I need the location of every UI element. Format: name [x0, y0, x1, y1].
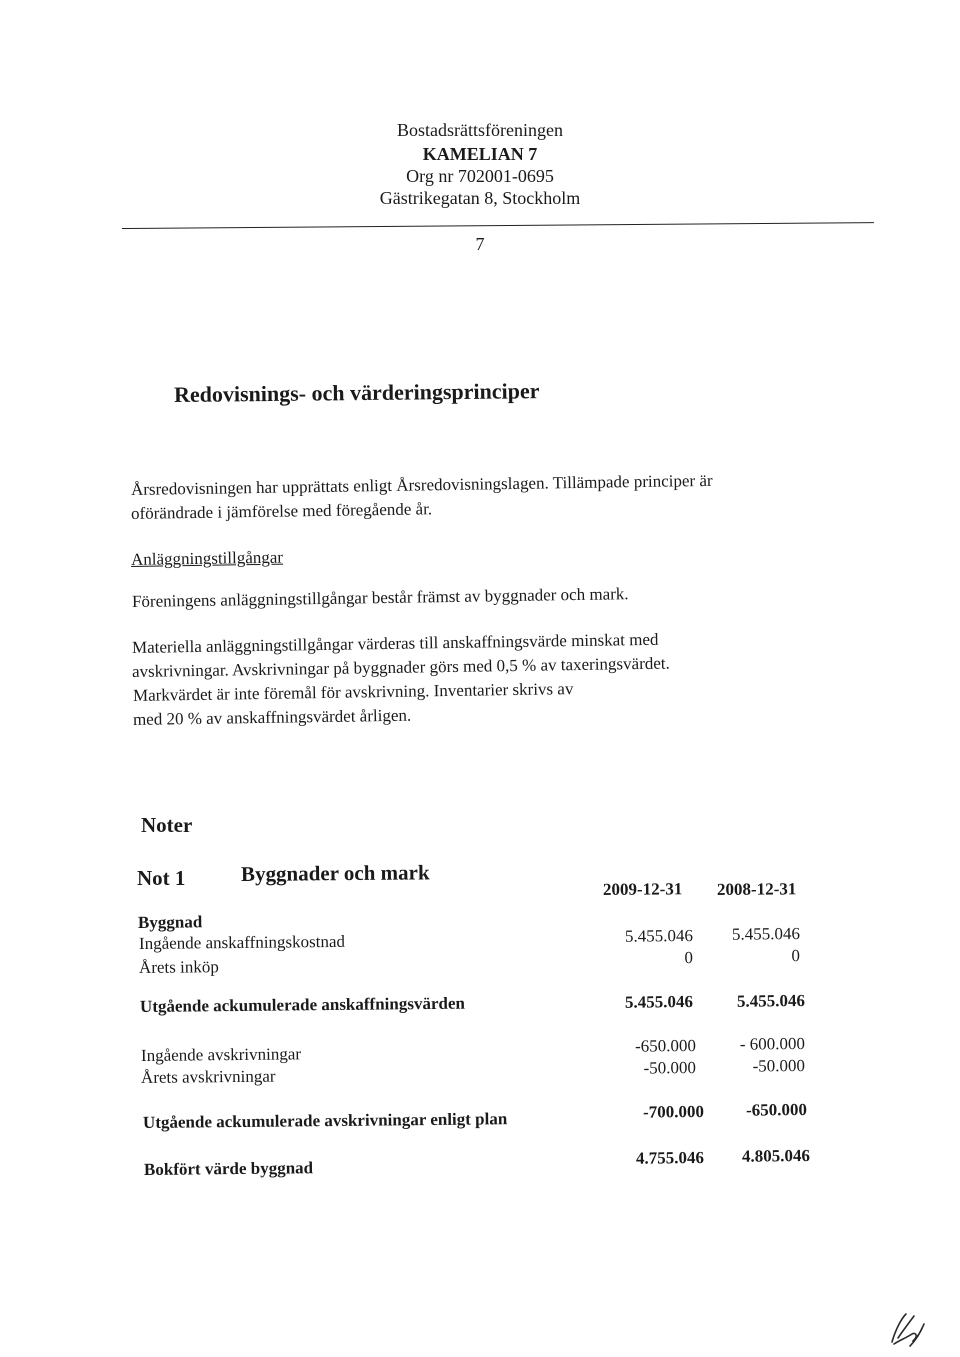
note-label: Not 1	[137, 866, 186, 890]
paragraph-2-line-3: Markvärdet är inte föremål för avskrivning. Inventarier skrivs av	[132, 679, 574, 705]
value-2008-opening-depreciation: - 600.000	[739, 1034, 806, 1054]
value-2009-closing-acquisition: 5.455.046	[624, 992, 694, 1012]
org-number: Org nr 702001-0695	[406, 166, 554, 186]
association-type: Bostadsrättsföreningen	[397, 120, 563, 140]
association-name: KAMELIAN 7	[422, 144, 538, 164]
row-label-opening-depreciation: Ingående avskrivningar	[140, 1044, 302, 1065]
row-label-purchases: Årets inköp	[138, 957, 219, 977]
paragraph-1: Föreningens anläggningstillgångar består främst av byggnader och mark.	[131, 584, 629, 611]
paragraph-2-line-1: Materiella anläggningstillgångar värderas till anskaffningsvärde minskat med	[131, 629, 659, 657]
note-title: Byggnader och mark	[240, 860, 430, 886]
row-label-closing-depreciation: Utgående ackumulerade avskrivningar enligt plan	[142, 1109, 508, 1132]
column-header-2009: 2009-12-31	[602, 879, 683, 899]
header-divider	[122, 222, 874, 229]
paragraph-2-line-4: med 20 % av anskaffningsvärdet årligen.	[132, 705, 412, 729]
address: Gästrikegatan 8, Stockholm	[379, 188, 581, 208]
value-2008-depreciation-year: -50.000	[752, 1056, 806, 1076]
notes-heading: Noter	[141, 813, 193, 837]
signature-initials	[888, 1308, 928, 1352]
intro-line-1: Årsredovisningen har upprättats enligt Årsredovisningslagen. Tillämpade principer är	[130, 470, 713, 499]
value-2009-opening-cost: 5.455.046	[624, 926, 694, 946]
paragraph-2-line-2: avskrivningar. Avskrivningar på byggnader görs med 0,5 % av taxeringsvärdet.	[131, 653, 670, 681]
row-label-byggnad: Byggnad	[137, 912, 203, 932]
value-2008-closing-depreciation: -650.000	[745, 1100, 808, 1120]
subheading-fixed-assets: Anläggningstillgångar	[130, 547, 284, 569]
section-title: Redovisnings- och värderingsprinciper	[173, 378, 540, 407]
value-2008-purchases: 0	[791, 946, 801, 966]
value-2008-book-value: 4.805.046	[741, 1146, 811, 1166]
row-label-opening-cost: Ingående anskaffningskostnad	[138, 931, 346, 953]
row-label-book-value: Bokfört värde byggnad	[143, 1158, 314, 1179]
intro-line-2: oförändrade i jämförelse med föregående år.	[130, 499, 433, 523]
column-header-2008: 2008-12-31	[716, 879, 797, 899]
row-label-depreciation-year: Årets avskrivningar	[140, 1066, 276, 1087]
value-2009-purchases: 0	[684, 948, 694, 968]
value-2008-closing-acquisition: 5.455.046	[736, 991, 806, 1011]
value-2009-opening-depreciation: -650.000	[634, 1036, 697, 1056]
value-2009-depreciation-year: -50.000	[643, 1058, 697, 1078]
row-label-closing-acquisition: Utgående ackumulerade anskaffningsvärden	[139, 993, 465, 1016]
value-2009-book-value: 4.755.046	[635, 1148, 705, 1168]
value-2008-opening-cost: 5.455.046	[731, 924, 801, 944]
value-2009-closing-depreciation: -700.000	[642, 1102, 705, 1122]
page-number: 7	[475, 234, 485, 254]
